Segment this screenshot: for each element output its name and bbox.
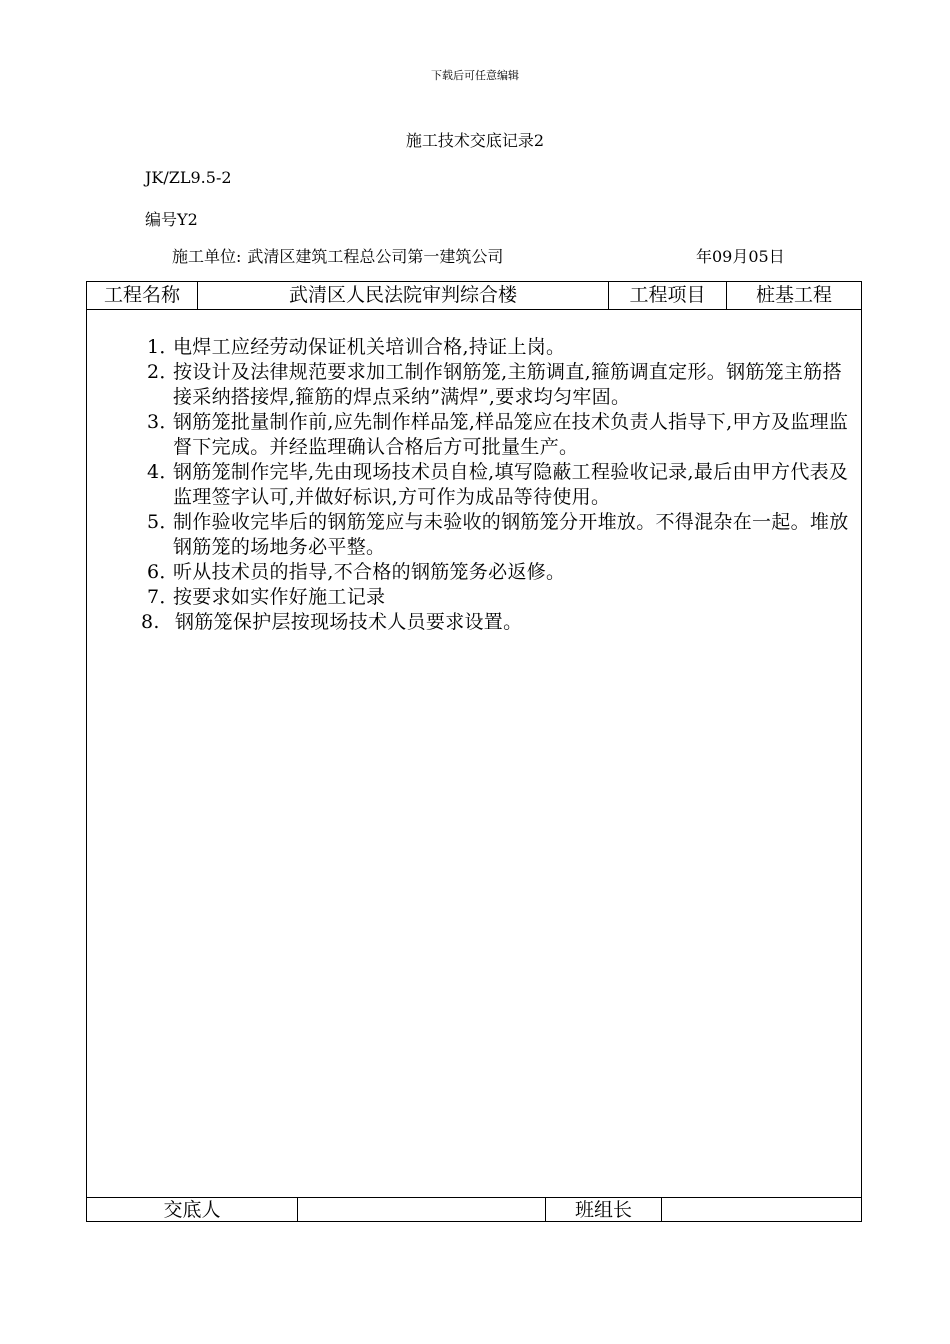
item-text: 钢筋笼保护层按现场技术人员要求设置。: [175, 611, 523, 633]
list-item: [87, 410, 861, 460]
presenter-signature-field: [298, 1198, 546, 1222]
item-text: 钢筋笼制作完毕,先由现场技术员自检,填写隐蔽工程验收记录,最后由甲方代表及监理签字认可,并做好标识,方可作为成品等待使用。: [173, 461, 849, 508]
disclosure-content: [87, 310, 861, 1197]
presenter-label: 交底人: [87, 1198, 298, 1222]
document-code: JK/ZL9.5-2: [145, 168, 232, 187]
construction-unit-value: 武清区建筑工程总公司第一建筑公司: [247, 247, 504, 266]
item-text: 制作验收完毕后的钢筋笼应与未验收的钢筋笼分开堆放。不得混杂在一起。堆放钢筋笼的场地务必平整。: [173, 511, 849, 558]
item-number: 1．: [147, 336, 179, 358]
construction-unit-line: [172, 244, 503, 267]
project-name-label: 工程名称: [87, 282, 198, 309]
list-item: [87, 560, 861, 585]
disclosure-record-table: [86, 281, 862, 1222]
item-number: 8.: [141, 611, 160, 633]
item-text: 按要求如实作好施工记录: [173, 586, 386, 608]
document-number: 编号Y2: [145, 210, 198, 229]
team-leader-label: 班组长: [546, 1198, 662, 1222]
item-number: 5．: [147, 511, 179, 533]
item-text: 钢筋笼批量制作前,应先制作样品笼,样品笼应在技术负责人指导下,甲方及监理监督下完成。并经监理确认合格后方可批量生产。: [173, 411, 849, 458]
list-item: [87, 360, 861, 410]
list-item: [87, 510, 861, 560]
project-item-label: 工程项目: [609, 282, 727, 309]
item-number: 7．: [147, 586, 179, 608]
list-item: [87, 610, 861, 635]
table-signature-row: [87, 1197, 861, 1222]
item-number: 2．: [147, 361, 179, 383]
item-text: 按设计及法律规范要求加工制作钢筋笼,主筋调直,箍筋调直定形。钢筋笼主筋搭接采纳搭接焊,箍筋的焊点采纳”满焊”,要求均匀牢固。: [173, 361, 842, 408]
construction-unit-label: 施工单位:: [172, 247, 242, 266]
table-header-row: [87, 282, 861, 310]
item-number: 6．: [147, 561, 179, 583]
list-item: [87, 335, 861, 360]
item-text: 电焊工应经劳动保证机关培训合格,持证上岗。: [173, 336, 566, 358]
team-leader-signature-field: [662, 1198, 861, 1222]
project-item-value: 桩基工程: [755, 284, 832, 306]
item-number: 4．: [147, 461, 179, 483]
header-note: 下载后可任意编辑: [431, 69, 519, 82]
item-text: 听从技术员的指导,不合格的钢筋笼务必返修。: [173, 561, 566, 583]
list-item: [87, 585, 861, 610]
project-name-value: 武清区人民法院审判综合楼: [198, 282, 609, 309]
record-date: 年09月05日: [696, 247, 785, 266]
requirement-list: [87, 335, 861, 635]
list-item: [87, 460, 861, 510]
document-title: 施工技术交底记录2: [405, 131, 545, 150]
item-number: 3．: [147, 411, 179, 433]
